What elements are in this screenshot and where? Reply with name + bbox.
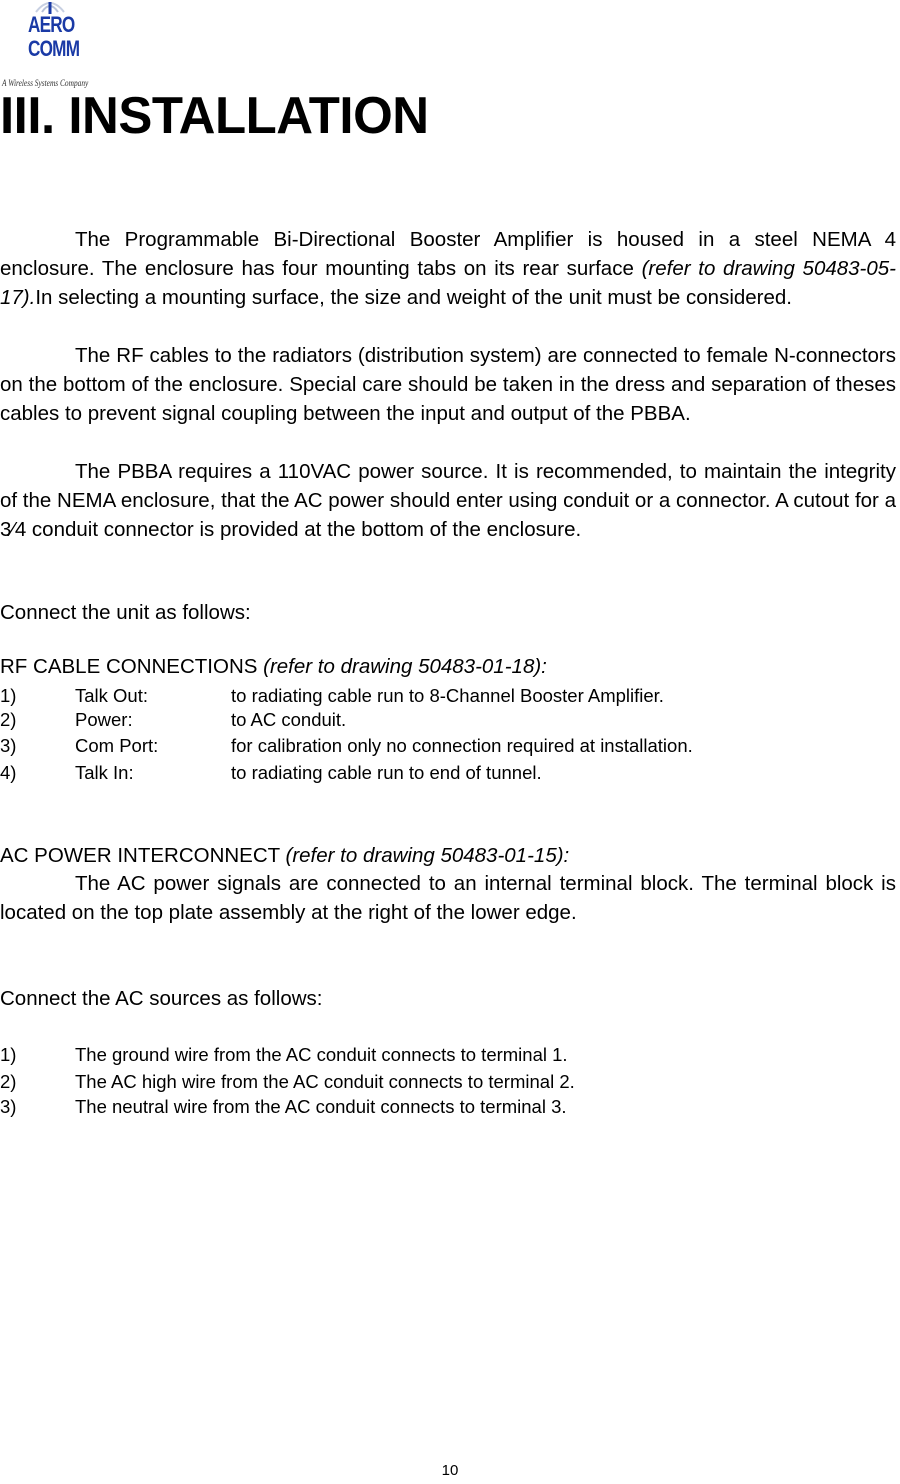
rf-item-label: Com Port: (75, 735, 159, 756)
rf-section-heading (0, 652, 547, 681)
page-number: 10 (441, 1462, 459, 1479)
paragraph-power-source-text: The PBBA requires a 110VAC power source. It is recommended, to maintain the integrity of the NEMA enclosure, that the AC power should enter using conduit or a connector. A cutout for a 3⁄4 conduit connector is provided at the bottom of the enclosure. (0, 460, 896, 541)
logo-word-comm: COMM (28, 36, 80, 61)
paragraph-ac-power-text: The AC power signals are connected to an internal terminal block. The terminal block is located on the top plate assembly at the right of the lower edge. (0, 872, 896, 924)
ac-item-description: The neutral wire from the AC conduit connects to terminal 3. (75, 1096, 567, 1117)
company-logo (2, 0, 114, 92)
section-title: III. INSTALLATION (0, 87, 429, 145)
rf-item-label: Talk Out: (75, 685, 148, 706)
ac-item-number: 2) (0, 1071, 17, 1092)
logo-tagline: A Wireless Systems Company (2, 78, 89, 88)
rf-item-description: for calibration only no connection required at installation. (231, 735, 693, 756)
paragraph-ac-power (0, 869, 896, 927)
ac-item-description: The ground wire from the AC conduit connects to terminal 1. (75, 1044, 568, 1065)
rf-item-number: 3) (0, 735, 17, 756)
ac-item-number: 1) (0, 1044, 17, 1065)
ac-heading-ref: (refer to drawing 50483-01-15): (285, 844, 570, 867)
rf-item-number: 2) (0, 709, 17, 730)
rf-item-label: Talk In: (75, 762, 134, 783)
paragraph-rf-cables-text: The RF cables to the radiators (distribution system) are connected to female N-connectors on the bottom of the enclosure. Special care should be taken in the dress and separation of theses cables to prevent signal coupling between the input and output of the PBBA. (0, 344, 896, 425)
paragraph-power-source (0, 457, 896, 544)
paragraph-rf-cables (0, 341, 896, 428)
rf-item-description: to radiating cable run to end of tunnel. (231, 762, 542, 783)
rf-item-number: 1) (0, 685, 17, 706)
paragraph-enclosure-text-a: The Programmable Bi-Directional Booster Amplifier is housed in a steel NEMA 4 enclosure. The enclosure has four mounting tabs on its rear surface (0, 228, 896, 280)
ac-item-number: 3) (0, 1096, 17, 1117)
rf-item-number: 4) (0, 762, 17, 783)
drawing-reference: (refer to drawing 50483-05-17). (0, 257, 897, 309)
rf-item-label: Power: (75, 709, 133, 730)
logo-word-aero: AERO (28, 12, 75, 37)
connect-unit-intro: Connect the unit as follows: (0, 601, 251, 624)
rf-heading-text: RF CABLE CONNECTIONS (0, 655, 264, 678)
paragraph-enclosure-text-b: In selecting a mounting surface, the size and weight of the unit must be considered. (35, 286, 792, 309)
ac-item-description: The AC high wire from the AC conduit connects to terminal 2. (75, 1071, 575, 1092)
rf-heading-ref: (refer to drawing 50483-01-18): (263, 655, 547, 678)
ac-heading-text: AC POWER INTERCONNECT (0, 844, 286, 867)
rf-item-description: to radiating cable run to 8-Channel Booster Amplifier. (231, 685, 664, 706)
ac-section-heading (0, 841, 569, 870)
connect-ac-intro: Connect the AC sources as follows: (0, 987, 323, 1010)
rf-item-description: to AC conduit. (231, 709, 347, 730)
paragraph-enclosure (0, 225, 896, 312)
